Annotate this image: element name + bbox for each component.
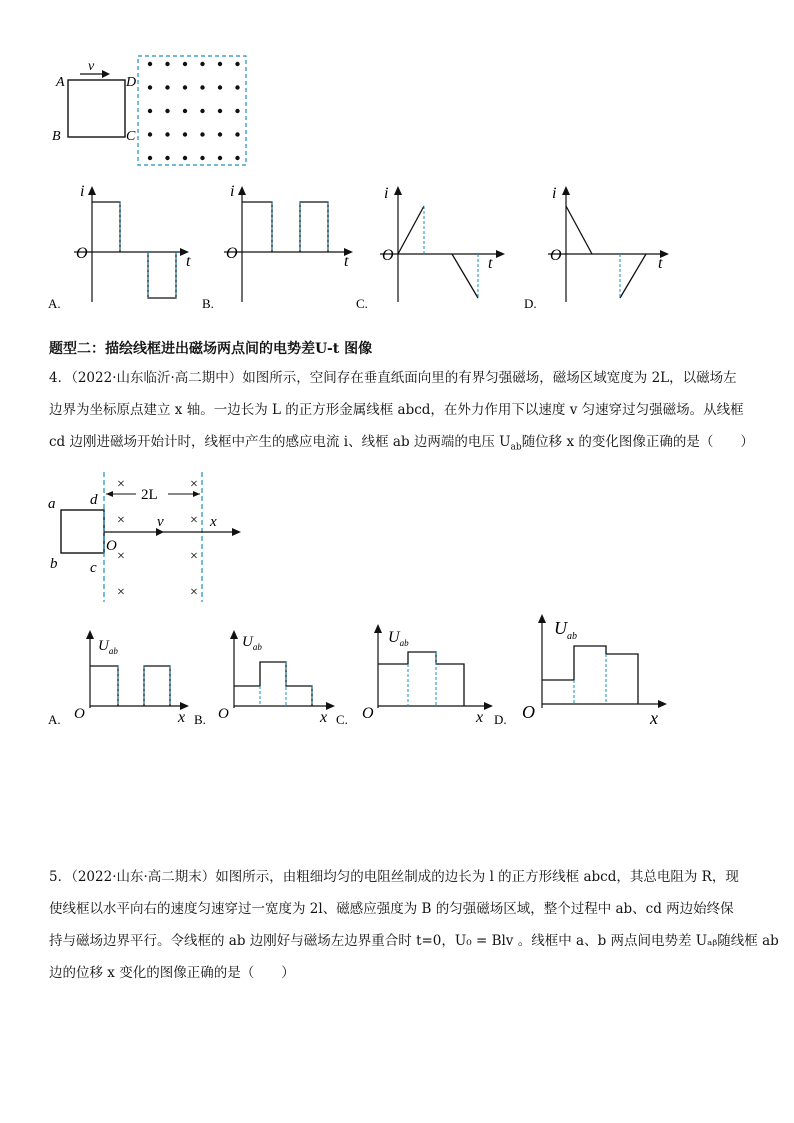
uab-graph-options <box>44 612 764 732</box>
y-arrowhead <box>238 186 246 195</box>
x-arrowhead <box>326 702 335 710</box>
x-label: t <box>488 255 493 272</box>
q5-line-1: 5．（2022·山东·高二期末）如图所示，由粗细均匀的电阻丝制成的边长为 l 的正方形线框 abcd，其总电阻为 R，现 <box>49 869 739 885</box>
width-label: 2L <box>141 487 158 503</box>
square-loop <box>61 510 104 553</box>
field-dot <box>183 109 187 113</box>
ramp-down <box>566 206 592 254</box>
field-dot <box>200 156 204 160</box>
section-heading: 题型二：描绘线框进出磁场两点间的电势差U-t 图像 <box>49 341 373 357</box>
it-graph-c[interactable] <box>354 182 514 310</box>
ramp-down <box>452 254 478 298</box>
option-label: B. <box>202 296 214 310</box>
x-arrowhead <box>658 700 667 708</box>
field-dot <box>165 109 169 113</box>
x-label: x <box>650 708 658 728</box>
q4-line-3-text: cd 边刚进磁场开始计时，线框中产生的感应电流 i、线框 ab 边两端的电压 U <box>49 434 511 450</box>
field-dot <box>148 85 152 89</box>
q4-line-1: 4．（2022·山东临沂·高二期中）如图所示，空间存在垂直纸面向里的有界匀强磁场，磁场区域宽度为 2L，以磁场左 <box>49 370 737 386</box>
y-label: i <box>384 185 389 202</box>
corner-d: d <box>90 492 98 508</box>
field-cross: × <box>117 477 125 492</box>
corner-C: C <box>126 129 136 144</box>
it-graph-d[interactable] <box>522 182 682 310</box>
field-cross: × <box>190 513 198 528</box>
ramp-up <box>398 206 424 254</box>
corner-a: a <box>48 496 56 512</box>
y-label: $U_{ab}$ <box>388 629 409 648</box>
velocity-arrowhead <box>102 70 110 78</box>
option-label: D. <box>524 296 537 310</box>
velocity-label: v <box>88 59 95 74</box>
origin-label: O <box>74 706 85 722</box>
field-dot <box>148 62 152 66</box>
ramp-up-neg <box>620 254 646 298</box>
x-arrowhead <box>484 702 493 710</box>
y-arrowhead <box>230 630 238 639</box>
field-dot <box>200 109 204 113</box>
q4-loop-diagram <box>40 468 260 608</box>
y-label: i <box>80 183 85 200</box>
field-cross: × <box>190 477 198 492</box>
x-label: x <box>320 709 328 726</box>
field-dot <box>165 62 169 66</box>
field-dot <box>165 132 169 136</box>
q5-line-4: 边的位移 x 变化的图像正确的是（ ） <box>49 965 295 981</box>
option-label: D. <box>494 712 507 727</box>
y-arrowhead <box>562 186 570 195</box>
square-loop <box>68 80 125 137</box>
y-label: $U_{ab}$ <box>554 618 577 642</box>
field-dot <box>235 85 239 89</box>
field-cross: × <box>117 549 125 564</box>
origin-label: O <box>226 245 238 262</box>
field-dot <box>200 62 204 66</box>
field-dots <box>148 62 240 160</box>
option-label: C. <box>356 296 368 310</box>
uab-graph-d[interactable] <box>494 612 684 728</box>
field-dot <box>165 85 169 89</box>
x-label: x <box>476 709 484 726</box>
field-dot <box>148 156 152 160</box>
axis-label: x <box>210 514 217 530</box>
uab-graph-b[interactable] <box>194 628 354 728</box>
field-dot <box>218 109 222 113</box>
width-arrowhead-left <box>106 491 113 497</box>
origin-label: O <box>76 245 88 262</box>
field-dot <box>218 85 222 89</box>
origin-label: O <box>362 705 374 722</box>
it-graph-b[interactable] <box>200 182 360 310</box>
origin-label: O <box>106 538 117 554</box>
field-dot <box>218 156 222 160</box>
field-dot <box>183 62 187 66</box>
step-2 <box>144 666 170 706</box>
spacer <box>594 254 620 298</box>
option-label: B. <box>194 712 206 727</box>
origin-label: O <box>550 247 562 264</box>
q4-line-3-sub: ab <box>510 442 522 453</box>
field-dot <box>148 132 152 136</box>
q4-line-3-tail: 随位移 x 的变化图像正确的是（ ） <box>521 434 754 450</box>
y-arrowhead <box>86 630 94 639</box>
y-label: $U_{ab}$ <box>242 634 262 652</box>
field-cross: × <box>190 585 198 600</box>
x-label: t <box>186 253 191 270</box>
field-dot <box>218 132 222 136</box>
y-arrowhead <box>88 186 96 195</box>
corner-A: A <box>56 75 65 90</box>
corner-c: c <box>90 560 97 576</box>
x-arrowhead <box>232 528 241 536</box>
field-dot <box>183 132 187 136</box>
y-arrowhead <box>374 624 382 633</box>
y-label: i <box>552 185 557 202</box>
option-label: A. <box>48 712 61 727</box>
x-label: t <box>658 255 663 272</box>
y-label: $U_{ab}$ <box>98 638 118 656</box>
step-curve <box>542 646 638 704</box>
field-dot <box>235 62 239 66</box>
field-dot <box>183 156 187 160</box>
pulse-2 <box>300 202 328 252</box>
field-dot <box>183 85 187 89</box>
uab-graph-a[interactable] <box>44 628 204 728</box>
q4-line-2: 边界为坐标原点建立 x 轴。一边长为 L 的正方形金属线框 abcd，在外力作用下以速度 v 匀速穿过匀强磁场。从线框 <box>49 402 744 418</box>
field-dot <box>235 156 239 160</box>
it-graph-options <box>44 182 744 312</box>
velocity-label: v <box>157 514 164 530</box>
field-cross: × <box>117 585 125 600</box>
field-dot <box>148 109 152 113</box>
field-cross: × <box>190 549 198 564</box>
y-label: i <box>230 183 235 200</box>
magnetic-field-region <box>138 56 246 165</box>
field-dot <box>200 132 204 136</box>
corner-B: B <box>52 129 61 144</box>
x-label: t <box>344 253 349 270</box>
field-dot <box>200 85 204 89</box>
q5-line-2: 使线框以水平向右的速度匀速穿过一宽度为 2l、磁感应强度为 B 的匀强磁场区域，整个过程中 ab、cd 两边始终保 <box>49 901 734 917</box>
y-arrowhead <box>394 186 402 195</box>
option-label: A. <box>48 296 61 310</box>
step-curve <box>234 662 312 706</box>
it-graph-a[interactable] <box>44 182 194 310</box>
q5-line-3: 持与磁场边界平行。令线框的 ab 边刚好与磁场左边界重合时 t=0，U₀ = Blv 。线框中 a、b 两点间电势差 Uₐᵦ随线框 ab <box>49 933 779 949</box>
y-arrowhead <box>538 614 546 623</box>
step-1 <box>90 666 118 706</box>
x-label: x <box>178 709 186 726</box>
uab-graph-c[interactable] <box>336 622 506 728</box>
origin-label: O <box>218 706 229 722</box>
step-curve <box>378 652 464 706</box>
q4-line-3 <box>49 432 754 458</box>
option-label: C. <box>336 712 348 727</box>
field-dot <box>235 109 239 113</box>
corner-b: b <box>50 556 58 572</box>
origin-label: O <box>382 247 394 264</box>
pulse-pos <box>92 202 120 252</box>
x-arrowhead <box>496 250 505 258</box>
field-dot <box>165 156 169 160</box>
pulse-neg <box>148 252 176 298</box>
origin-label: O <box>522 702 535 722</box>
pulse-1 <box>242 202 272 252</box>
field-dot <box>218 62 222 66</box>
field-dot <box>235 132 239 136</box>
field-cross: × <box>117 513 125 528</box>
corner-D: D <box>126 75 137 90</box>
fig1-loop-diagram <box>40 48 260 173</box>
